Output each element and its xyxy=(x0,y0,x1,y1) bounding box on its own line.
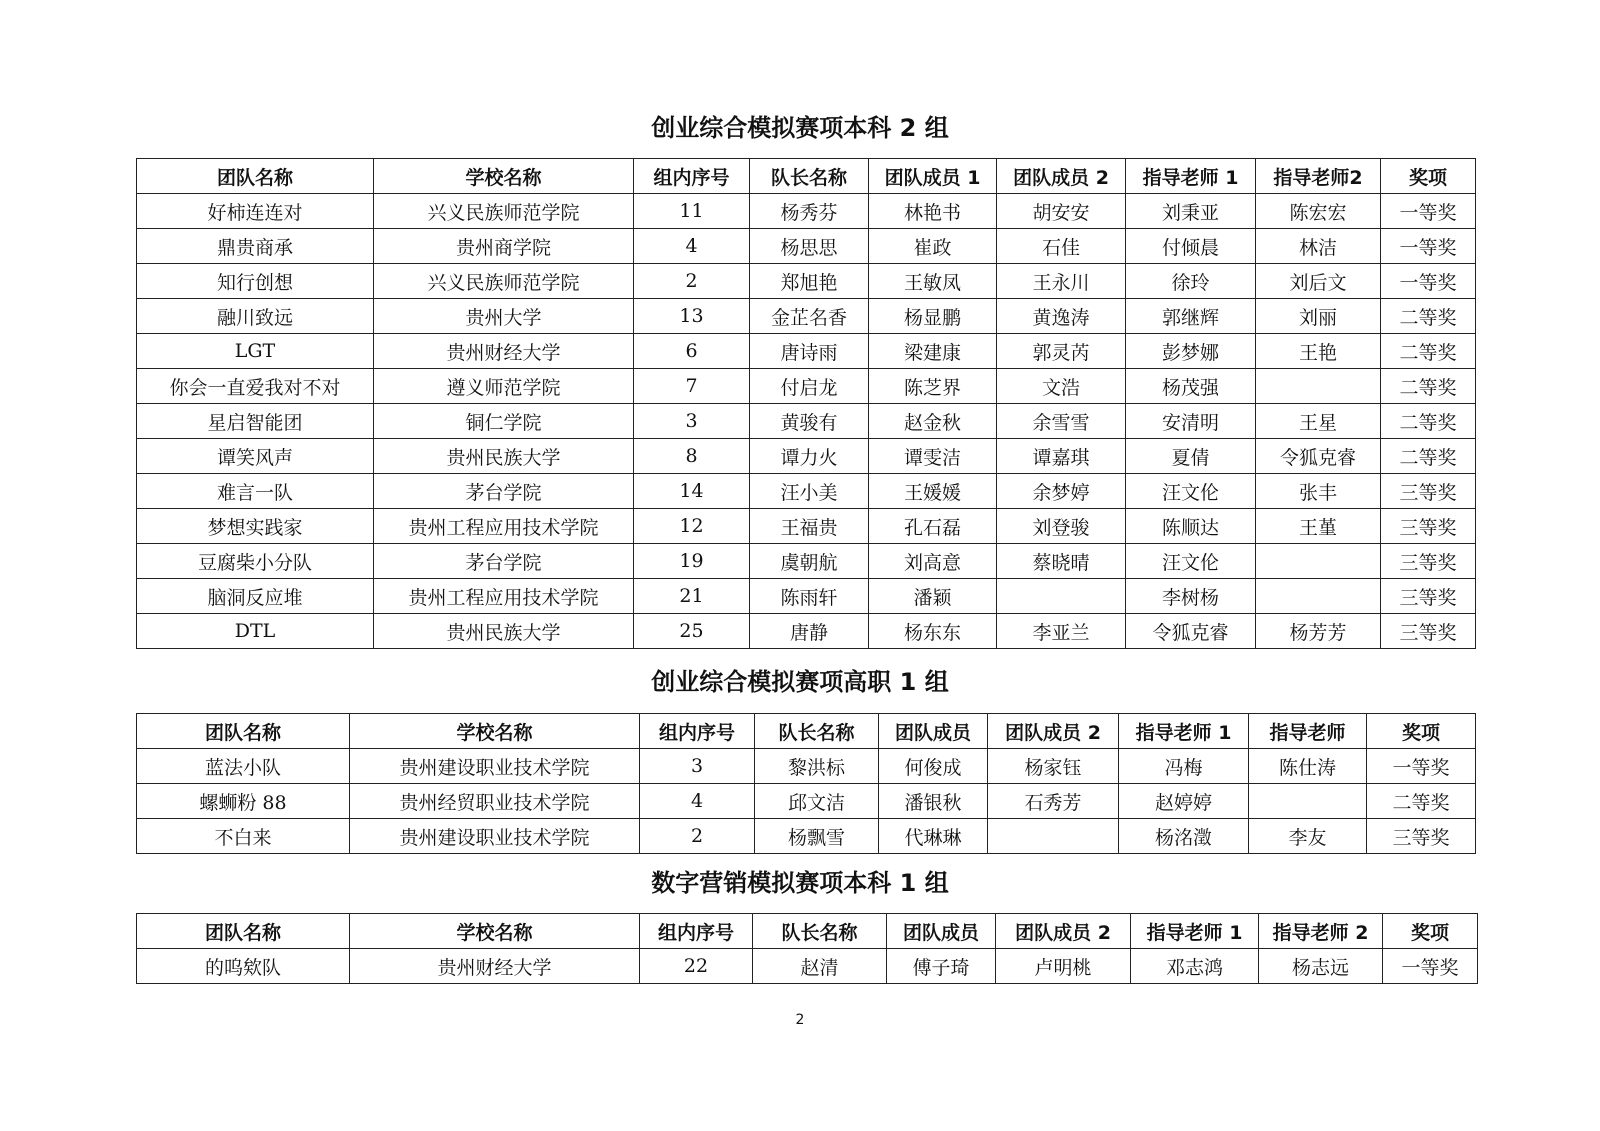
column-header: 团队名称 xyxy=(137,914,350,949)
table-cell: 林洁 xyxy=(1256,229,1381,264)
table-cell: 三等奖 xyxy=(1381,509,1476,544)
table-cell: 代琳琳 xyxy=(879,819,988,854)
table-cell: 二等奖 xyxy=(1381,404,1476,439)
table-cell: 鼎贵商承 xyxy=(137,229,374,264)
table-cell: 星启智能团 xyxy=(137,404,374,439)
table-cell: 刘秉亚 xyxy=(1126,194,1256,229)
table-cell: 2 xyxy=(640,819,755,854)
table-row xyxy=(137,614,1476,649)
table-cell: 杨家钰 xyxy=(988,749,1119,784)
table-cell: 蓝法小队 xyxy=(137,749,350,784)
table-cell: 谭力火 xyxy=(750,439,869,474)
table-cell: 黄逸涛 xyxy=(997,299,1126,334)
table-cell: 张丰 xyxy=(1256,474,1381,509)
table-cell: 2 xyxy=(634,264,750,299)
table-cell: 二等奖 xyxy=(1381,299,1476,334)
table-cell: 徐玲 xyxy=(1126,264,1256,299)
table-cell: 郑旭艳 xyxy=(750,264,869,299)
table-cell: 杨飘雪 xyxy=(755,819,879,854)
table-cell: 崔政 xyxy=(869,229,997,264)
table-cell: 贵州经贸职业技术学院 xyxy=(350,784,640,819)
table-row xyxy=(137,579,1476,614)
table-cell xyxy=(988,819,1119,854)
table-cell: 杨茂强 xyxy=(1126,369,1256,404)
column-header: 团队成员 2 xyxy=(996,914,1131,949)
column-header: 团队名称 xyxy=(137,159,374,194)
table-cell: 潘银秋 xyxy=(879,784,988,819)
table-cell xyxy=(1256,369,1381,404)
table-cell: 三等奖 xyxy=(1381,474,1476,509)
table-cell: 孔石磊 xyxy=(869,509,997,544)
table-cell: 贵州财经大学 xyxy=(350,949,640,984)
table-cell: 梁建康 xyxy=(869,334,997,369)
column-header: 团队成员 1 xyxy=(869,159,997,194)
table-row xyxy=(137,819,1476,854)
table-cell: 杨显鹏 xyxy=(869,299,997,334)
table-cell: 陈仕涛 xyxy=(1249,749,1367,784)
table-cell: 令狐克睿 xyxy=(1256,439,1381,474)
table-row xyxy=(137,369,1476,404)
table-cell: 贵州大学 xyxy=(374,299,634,334)
table-cell: 贵州民族大学 xyxy=(374,614,634,649)
table-cell: 郭灵芮 xyxy=(997,334,1126,369)
column-header: 指导老师2 xyxy=(1256,159,1381,194)
table-cell: 汪小美 xyxy=(750,474,869,509)
table-cell: 脑洞反应堆 xyxy=(137,579,374,614)
table-cell: 王媛媛 xyxy=(869,474,997,509)
table-cell: 刘登骏 xyxy=(997,509,1126,544)
table-cell: 谭笑风声 xyxy=(137,439,374,474)
table-cell: 杨志远 xyxy=(1259,949,1383,984)
table-cell: 茅台学院 xyxy=(374,544,634,579)
table-cell xyxy=(1256,544,1381,579)
section-title-digital-marketing-1: 数字营销模拟赛项本科 1 组 xyxy=(651,869,949,897)
section-title-undergrad-2: 创业综合模拟赛项本科 2 组 xyxy=(651,114,949,142)
table-cell: 石佳 xyxy=(997,229,1126,264)
table-header-row xyxy=(137,914,1478,949)
table-cell: 王星 xyxy=(1256,404,1381,439)
table-cell: 难言一队 xyxy=(137,474,374,509)
column-header: 指导老师 2 xyxy=(1259,914,1383,949)
table-cell: 黎洪标 xyxy=(755,749,879,784)
table-cell: 杨东东 xyxy=(869,614,997,649)
table-cell: 陈雨轩 xyxy=(750,579,869,614)
column-header: 指导老师 1 xyxy=(1119,714,1249,749)
table-cell xyxy=(997,579,1126,614)
table-cell: 二等奖 xyxy=(1381,334,1476,369)
table-cell: 4 xyxy=(640,784,755,819)
table-cell: 12 xyxy=(634,509,750,544)
table-cell: 王永川 xyxy=(997,264,1126,299)
column-header: 团队成员 xyxy=(879,714,988,749)
table-row xyxy=(137,509,1476,544)
table-header-row xyxy=(137,159,1476,194)
table-cell: 贵州商学院 xyxy=(374,229,634,264)
table-header-row xyxy=(137,714,1476,749)
table-cell: 遵义师范学院 xyxy=(374,369,634,404)
awards-table-undergrad-2 xyxy=(136,158,1476,649)
table-row xyxy=(137,784,1476,819)
column-header: 学校名称 xyxy=(374,159,634,194)
table-cell: 一等奖 xyxy=(1381,229,1476,264)
table-cell: 知行创想 xyxy=(137,264,374,299)
table-cell: 贵州建设职业技术学院 xyxy=(350,819,640,854)
table-cell: 王福贵 xyxy=(750,509,869,544)
table-row xyxy=(137,229,1476,264)
table-cell: 三等奖 xyxy=(1367,819,1476,854)
column-header: 队长名称 xyxy=(750,159,869,194)
table-cell: 三等奖 xyxy=(1381,544,1476,579)
table-cell: 石秀芳 xyxy=(988,784,1119,819)
table-row xyxy=(137,749,1476,784)
table-cell: 邱文洁 xyxy=(755,784,879,819)
column-header: 学校名称 xyxy=(350,714,640,749)
page-number: 2 xyxy=(795,1012,805,1028)
table-row xyxy=(137,404,1476,439)
table-cell: 二等奖 xyxy=(1367,784,1476,819)
table-row xyxy=(137,194,1476,229)
column-header: 指导老师 1 xyxy=(1126,159,1256,194)
table-cell: 梦想实践家 xyxy=(137,509,374,544)
table-cell: 14 xyxy=(634,474,750,509)
table-cell: 金芷名香 xyxy=(750,299,869,334)
awards-table-digital-marketing-1 xyxy=(136,913,1478,984)
table-cell: 一等奖 xyxy=(1381,194,1476,229)
table-cell: 潘颖 xyxy=(869,579,997,614)
column-header: 组内序号 xyxy=(640,714,755,749)
table-cell: 贵州民族大学 xyxy=(374,439,634,474)
table-cell: 7 xyxy=(634,369,750,404)
table-cell: 何俊成 xyxy=(879,749,988,784)
table-cell: 赵清 xyxy=(753,949,887,984)
table-row xyxy=(137,544,1476,579)
table-cell xyxy=(1256,579,1381,614)
section-title-vocational-1: 创业综合模拟赛项高职 1 组 xyxy=(651,668,949,696)
column-header: 学校名称 xyxy=(350,914,640,949)
table-cell: 虞朝航 xyxy=(750,544,869,579)
column-header: 奖项 xyxy=(1383,914,1478,949)
table-cell: 赵金秋 xyxy=(869,404,997,439)
table-cell: DTL xyxy=(137,614,374,649)
table-cell: 杨芳芳 xyxy=(1256,614,1381,649)
table-cell: 冯梅 xyxy=(1119,749,1249,784)
table-cell: 6 xyxy=(634,334,750,369)
table-cell: 彭梦娜 xyxy=(1126,334,1256,369)
table-cell: 杨洺澂 xyxy=(1119,819,1249,854)
table-cell: 赵婷婷 xyxy=(1119,784,1249,819)
table-cell: 21 xyxy=(634,579,750,614)
table-cell: 融川致远 xyxy=(137,299,374,334)
table-row xyxy=(137,474,1476,509)
table-cell: 一等奖 xyxy=(1381,264,1476,299)
table-cell: 茅台学院 xyxy=(374,474,634,509)
table-cell: 李亚兰 xyxy=(997,614,1126,649)
table-cell: 不白来 xyxy=(137,819,350,854)
table-cell: 杨秀芬 xyxy=(750,194,869,229)
column-header: 团队成员 xyxy=(887,914,996,949)
table-cell: LGT xyxy=(137,334,374,369)
table-cell: 汪文伦 xyxy=(1126,474,1256,509)
table-cell: 贵州工程应用技术学院 xyxy=(374,509,634,544)
table-cell: 杨思思 xyxy=(750,229,869,264)
table-cell: 3 xyxy=(640,749,755,784)
table-cell: 安清明 xyxy=(1126,404,1256,439)
table-row xyxy=(137,299,1476,334)
table-cell: 李友 xyxy=(1249,819,1367,854)
table-cell: 傅子琦 xyxy=(887,949,996,984)
table-row xyxy=(137,949,1478,984)
table-cell: 螺蛳粉 88 xyxy=(137,784,350,819)
table-cell: 贵州财经大学 xyxy=(374,334,634,369)
table-cell: 刘后文 xyxy=(1256,264,1381,299)
table-cell: 贵州建设职业技术学院 xyxy=(350,749,640,784)
column-header: 指导老师 1 xyxy=(1131,914,1259,949)
column-header: 团队名称 xyxy=(137,714,350,749)
table-cell: 林艳书 xyxy=(869,194,997,229)
table-cell: 铜仁学院 xyxy=(374,404,634,439)
table-cell: 蔡晓晴 xyxy=(997,544,1126,579)
table-cell: 4 xyxy=(634,229,750,264)
table-cell: 兴义民族师范学院 xyxy=(374,264,634,299)
table-cell: 贵州工程应用技术学院 xyxy=(374,579,634,614)
table-row xyxy=(137,334,1476,369)
table-cell: 一等奖 xyxy=(1367,749,1476,784)
column-header: 团队成员 2 xyxy=(988,714,1119,749)
table-cell: 李树杨 xyxy=(1126,579,1256,614)
table-cell: 3 xyxy=(634,404,750,439)
table-cell: 你会一直爱我对不对 xyxy=(137,369,374,404)
column-header: 团队成员 2 xyxy=(997,159,1126,194)
column-header: 奖项 xyxy=(1367,714,1476,749)
table-cell: 王艳 xyxy=(1256,334,1381,369)
column-header: 组内序号 xyxy=(640,914,753,949)
table-cell: 余梦婷 xyxy=(997,474,1126,509)
table-cell: 二等奖 xyxy=(1381,439,1476,474)
table-cell: 夏倩 xyxy=(1126,439,1256,474)
table-cell: 卢明桃 xyxy=(996,949,1131,984)
table-cell: 胡安安 xyxy=(997,194,1126,229)
table-cell: 三等奖 xyxy=(1381,579,1476,614)
table-cell: 陈宏宏 xyxy=(1256,194,1381,229)
table-cell: 黄骏有 xyxy=(750,404,869,439)
table-cell: 19 xyxy=(634,544,750,579)
table-cell: 王敏凤 xyxy=(869,264,997,299)
table-cell: 刘高意 xyxy=(869,544,997,579)
table-cell: 的呜欸队 xyxy=(137,949,350,984)
column-header: 队长名称 xyxy=(755,714,879,749)
table-row xyxy=(137,264,1476,299)
table-cell: 邓志鸿 xyxy=(1131,949,1259,984)
awards-table-vocational-1 xyxy=(136,713,1476,854)
table-cell: 付启龙 xyxy=(750,369,869,404)
table-cell: 好柿连连对 xyxy=(137,194,374,229)
table-cell: 13 xyxy=(634,299,750,334)
table-cell xyxy=(1249,784,1367,819)
table-cell: 余雪雪 xyxy=(997,404,1126,439)
table-cell: 二等奖 xyxy=(1381,369,1476,404)
table-cell: 刘丽 xyxy=(1256,299,1381,334)
table-cell: 付倾晨 xyxy=(1126,229,1256,264)
table-cell: 11 xyxy=(634,194,750,229)
table-cell: 三等奖 xyxy=(1381,614,1476,649)
table-row xyxy=(137,439,1476,474)
column-header: 奖项 xyxy=(1381,159,1476,194)
table-cell: 郭继辉 xyxy=(1126,299,1256,334)
column-header: 组内序号 xyxy=(634,159,750,194)
table-cell: 一等奖 xyxy=(1383,949,1478,984)
table-cell: 陈芝界 xyxy=(869,369,997,404)
table-cell: 王堇 xyxy=(1256,509,1381,544)
table-cell: 陈顺达 xyxy=(1126,509,1256,544)
table-cell: 谭雯洁 xyxy=(869,439,997,474)
table-cell: 22 xyxy=(640,949,753,984)
table-cell: 文浩 xyxy=(997,369,1126,404)
table-cell: 唐静 xyxy=(750,614,869,649)
column-header: 指导老师 xyxy=(1249,714,1367,749)
table-cell: 8 xyxy=(634,439,750,474)
table-cell: 唐诗雨 xyxy=(750,334,869,369)
table-cell: 谭嘉琪 xyxy=(997,439,1126,474)
table-cell: 25 xyxy=(634,614,750,649)
table-cell: 豆腐柴小分队 xyxy=(137,544,374,579)
table-cell: 令狐克睿 xyxy=(1126,614,1256,649)
table-cell: 汪文伦 xyxy=(1126,544,1256,579)
column-header: 队长名称 xyxy=(753,914,887,949)
table-cell: 兴义民族师范学院 xyxy=(374,194,634,229)
